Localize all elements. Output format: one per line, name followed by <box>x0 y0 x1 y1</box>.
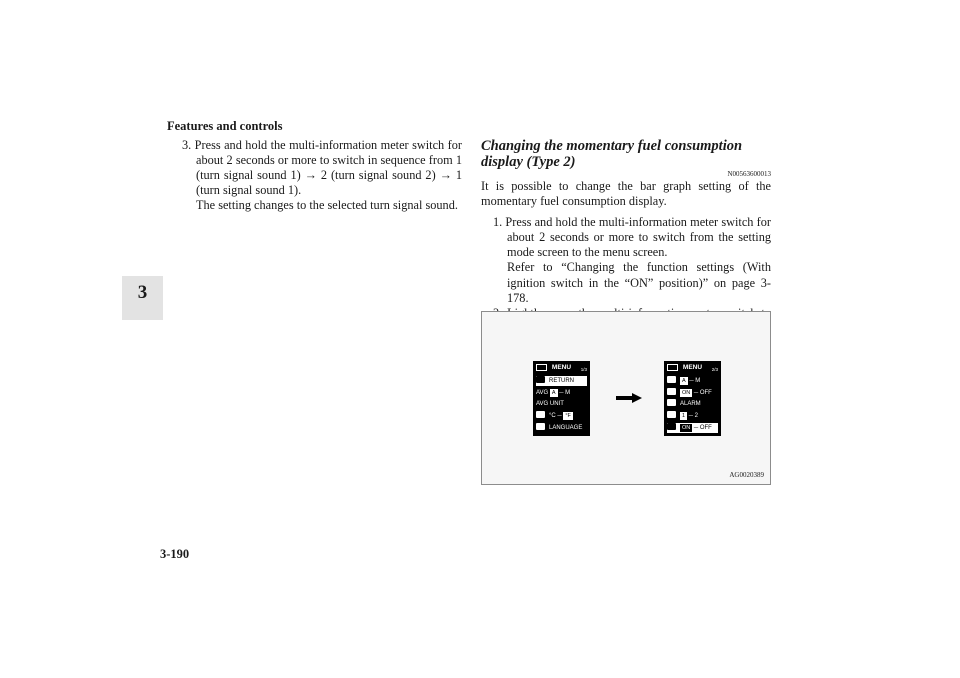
menu-title: MENU <box>682 364 703 371</box>
fuel-consumption-icon <box>667 423 676 430</box>
avg-row: AVG A ─ M <box>536 390 571 396</box>
alarm-row: ALARM <box>667 399 718 409</box>
avg-unit-row: AVG UNIT <box>536 401 564 407</box>
step-3-result: The setting changes to the selected turn signal sound. <box>196 198 458 213</box>
momentary-fuel-row: ON ─ OFF <box>667 423 718 433</box>
alarm-icon <box>667 399 676 406</box>
turn-signal-row: 1 ─ 2 <box>667 411 718 421</box>
fuel-icon <box>667 376 676 383</box>
section-code: N00563600013 <box>727 170 771 178</box>
left-column <box>182 138 462 213</box>
menu-screen-1 <box>533 361 590 436</box>
chapter-number: 3 <box>137 282 148 303</box>
speaker-icon <box>667 388 676 395</box>
step-1: 1. Press and hold the multi-information meter switch for about 2 seconds or more to switch from the setting mode screen to the menu screen. <box>493 215 771 260</box>
step-1-reference: Refer to “Changing the function settings (With ignition switch in the “ON” position)” on page 3-178. <box>507 260 771 305</box>
right-arrow-icon <box>616 393 642 403</box>
figure-code: AG0020389 <box>729 471 764 479</box>
menu-page: 1/3 <box>580 367 587 372</box>
temperature-row: °C ─ °F <box>536 411 587 421</box>
page-number: 3-190 <box>160 547 190 561</box>
sound-row: ON ─ OFF <box>667 388 718 398</box>
language-row: LANGUAGE <box>536 423 587 433</box>
thermometer-icon <box>536 411 545 418</box>
return-icon <box>536 376 545 383</box>
intro-paragraph: It is possible to change the bar graph setting of the momentary fuel consumption display. <box>481 179 771 209</box>
chapter-tab <box>122 276 163 320</box>
return-row: RETURN <box>536 376 587 386</box>
menu-page: 2/3 <box>711 367 718 372</box>
menu-title: MENU <box>551 364 572 371</box>
turn-signal-icon <box>667 411 676 418</box>
step-3: 3. Press and hold the multi-information meter switch for about 2 seconds or more to switch in sequence from 1 (turn signal sound 1) → 2 (turn signal sound 2) → 1 (turn signal sound 1). <box>182 138 462 198</box>
section-header: Features and controls <box>167 119 283 133</box>
menu-screen-2 <box>664 361 721 436</box>
language-icon <box>536 423 545 430</box>
unit-row: A ─ M <box>667 376 718 386</box>
section-title: Changing the momentary fuel consumption display (Type 2) <box>481 138 743 170</box>
